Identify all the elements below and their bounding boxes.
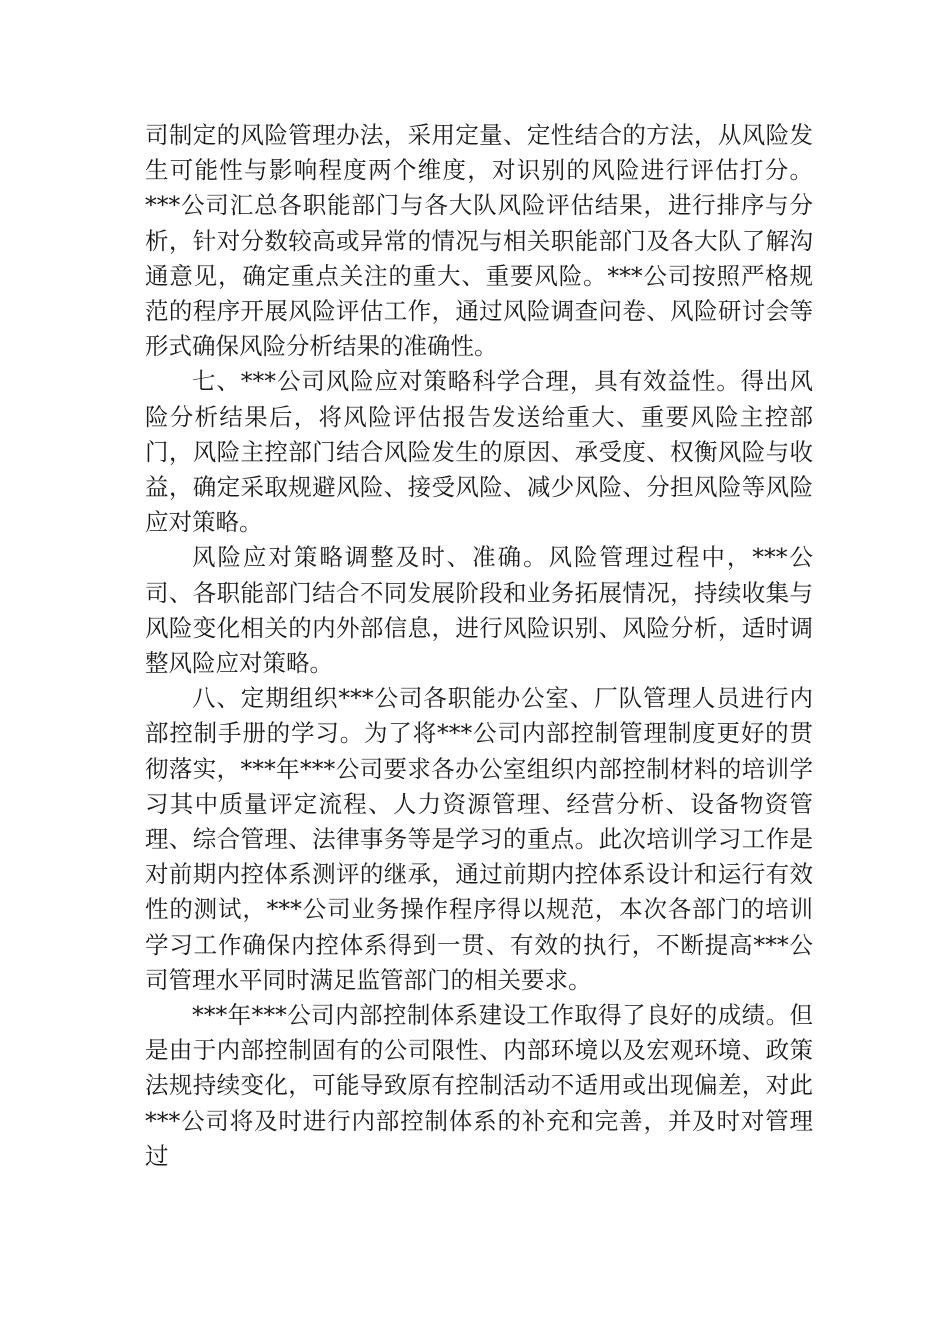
paragraph-strategy-adjustment: 风险应对策略调整及时、准确。风险管理过程中，***公司、各职能部门结合不同发展阶段和业务拓展情况，持续收集与风险变化相关的内外部信息，进行风险识别、风险分析，适时调整风险应对策略。	[145, 543, 813, 678]
paragraph-conclusion: ***年***公司内部控制体系建设工作取得了良好的成绩。但是由于内部控制固有的公司限性、内部环境以及宏观环境、政策法规持续变化，可能导致原有控制活动不适用或出现偏差，对此***公司将及时进行内部控制体系的补充和完善，并及时对管理过	[145, 1001, 813, 1170]
paragraph-continued: 司制定的风险管理办法，采用定量、定性结合的方法，从风险发生可能性与影响程度两个维度，对识别的风险进行评估打分。***公司汇总各职能部门与各大队风险评估结果，进行排序与分析，针对分数较高或异常的情况与相关职能部门及各大队了解沟通意见，确定重点关注的重大、重要风险。***公司按照严格规范的程序开展风险评估工作，通过风险调查问卷、风险研讨会等形式确保风险分析结果的准确性。	[145, 121, 813, 361]
document-body	[145, 118, 813, 1174]
paragraph-section-8: 八、定期组织***公司各职能办公室、厂队管理人员进行内部控制手册的学习。为了将***公司内部控制管理制度更好的贯彻落实，***年***公司要求各办公室组织内部控制材料的培训学习其中质量评定流程、人力资源管理、经营分析、设备物资管理、综合管理、法律事务等是学习的重点。此次培训学习工作是对前期内控体系测评的继承，通过前期内控体系设计和运行有效性的测试，***公司业务操作程序得以规范，本次各部门的培训学习工作确保内控体系得到一贯、有效的执行，不断提高***公司管理水平同时满足监管部门的相关要求。	[145, 684, 813, 994]
paragraph-section-7: 七、***公司风险应对策略科学合理，具有效益性。得出风险分析结果后，将风险评估报告发送给重大、重要风险主控部门，风险主控部门结合风险发生的原因、承受度、权衡风险与收益，确定采取规避风险、接受风险、减少风险、分担风险等风险应对策略。	[145, 367, 813, 537]
